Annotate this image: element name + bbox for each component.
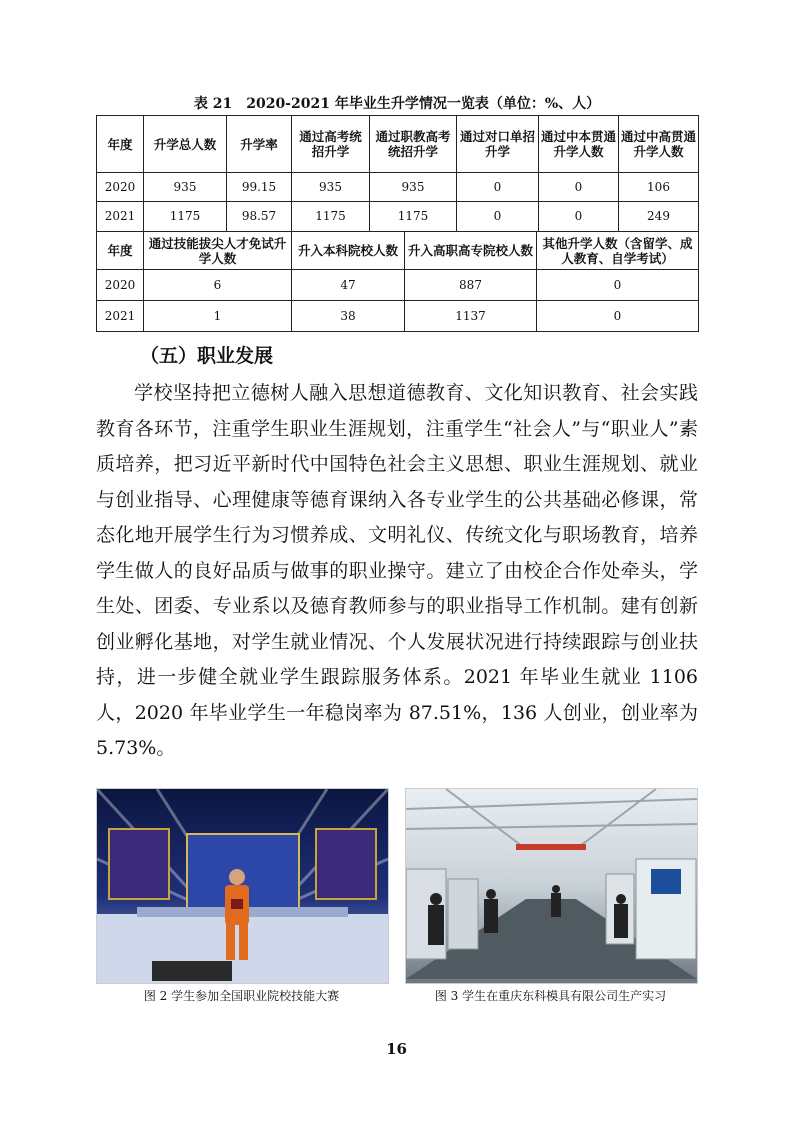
table-header-cell: 升学率 — [227, 116, 292, 173]
table-cell: 935 — [144, 173, 227, 202]
table-header-cell: 通过高考统招升学 — [292, 116, 370, 173]
competition-stage-photo — [96, 788, 389, 984]
page-number: 16 — [386, 1040, 407, 1058]
table-cell: 1175 — [370, 202, 457, 232]
table-cell: 0 — [457, 202, 539, 232]
table-cell: 47 — [292, 270, 405, 301]
figure-caption: 图 3 学生在重庆东科模具有限公司生产实习 — [434, 989, 667, 1003]
table-header-cell: 通过技能拔尖人才免试升学人数 — [144, 232, 292, 270]
table-cell: 1 — [144, 301, 292, 332]
table-cell: 2020 — [97, 173, 144, 202]
body-paragraph: 学校坚持把立德树人融入思想道德教育、文化知识教育、社会实践教育各环节，注重学生职业生涯规划，注重学生“社会人”与“职业人”素质培养，把习近平新时代中国特色社会主义思想、职业生涯规划、就业与创业指导、心理健康等德育课纳入各专业学生的公共基础必修课，常态化地开展学生行为习惯养成、文明礼仪、传统文化与职场教育，培养学生做人的良好品质与做事的职业操守。建立了由校企合作处牵头，学生处、团委、专业系以及德育教师参与的职业指导工作机制。建有创新创业孵化基地，对学生就业情况、个人发展状况进行持续跟踪与创业扶持，进一步健全就业学生跟踪服务体系。2021 年毕业生就业 1106 人，2020 年毕业学生一年稳岗率为 87.51%，136 人创业，创业率为 5.73%。 — [96, 382, 698, 759]
table-cell: 106 — [619, 173, 699, 202]
table-row — [97, 202, 699, 232]
graduate-table-part2 — [96, 231, 699, 332]
table-cell: 1175 — [144, 202, 227, 232]
table-cell: 887 — [405, 270, 537, 301]
table-cell: 0 — [537, 270, 699, 301]
table-row — [97, 301, 699, 332]
table-cell: 2021 — [97, 301, 144, 332]
table-header-row — [97, 116, 699, 173]
table-cell: 6 — [144, 270, 292, 301]
factory-internship-photo — [405, 788, 698, 984]
table-cell: 0 — [539, 173, 619, 202]
table-header-cell: 年度 — [97, 232, 144, 270]
table-header-cell: 通过职教高考统招升学 — [370, 116, 457, 173]
table-cell: 99.15 — [227, 173, 292, 202]
table-cell: 38 — [292, 301, 405, 332]
table-header-cell: 年度 — [97, 116, 144, 173]
table-cell: 1175 — [292, 202, 370, 232]
table-header-cell: 通过中本贯通升学人数 — [539, 116, 619, 173]
table-cell: 2021 — [97, 202, 144, 232]
table-cell: 1137 — [405, 301, 537, 332]
graduate-table-part1 — [96, 115, 699, 232]
table-header-cell: 升入本科院校人数 — [292, 232, 405, 270]
table-cell: 935 — [370, 173, 457, 202]
table-cell: 0 — [457, 173, 539, 202]
table-cell: 249 — [619, 202, 699, 232]
table-header-cell: 通过对口单招升学 — [457, 116, 539, 173]
table-header-cell: 升学总人数 — [144, 116, 227, 173]
table-cell: 0 — [537, 301, 699, 332]
table-header-cell: 升入高职高专院校人数 — [405, 232, 537, 270]
table-row — [97, 270, 699, 301]
table-title: 表 21 2020-2021 年毕业生升学情况一览表（单位：%、人） — [193, 96, 601, 112]
section-heading: （五）职业发展 — [140, 345, 274, 367]
table-cell: 935 — [292, 173, 370, 202]
table-cell: 0 — [539, 202, 619, 232]
table-cell: 98.57 — [227, 202, 292, 232]
table-header-cell: 通过中高贯通升学人数 — [619, 116, 699, 173]
table-cell: 2020 — [97, 270, 144, 301]
figure-caption: 图 2 学生参加全国职业院校技能大赛 — [143, 989, 340, 1003]
table-header-row — [97, 232, 699, 270]
table-header-cell: 其他升学人数（含留学、成人教育、自学考试） — [537, 232, 699, 270]
table-row — [97, 173, 699, 202]
